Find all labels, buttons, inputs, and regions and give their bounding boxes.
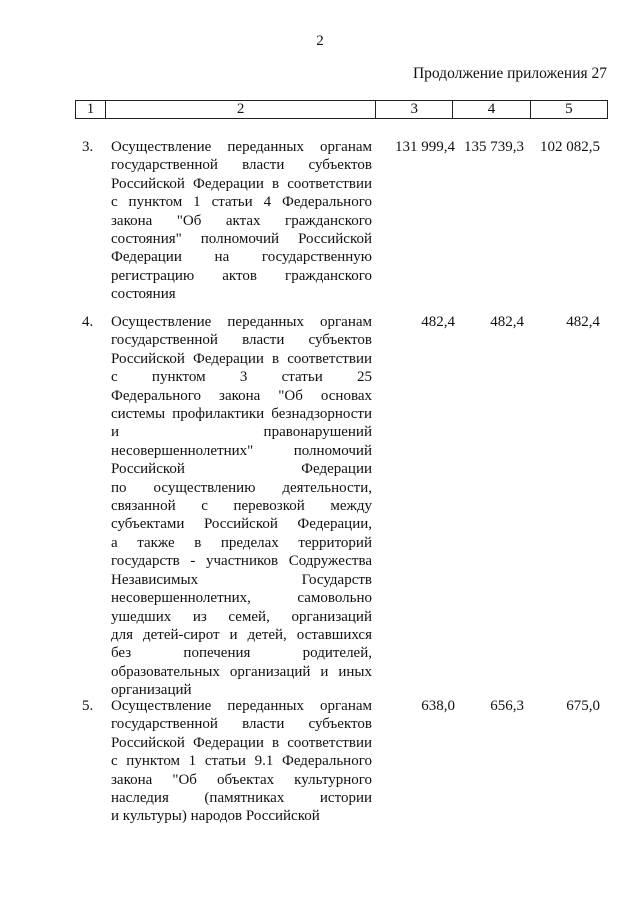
column-header-2: 2 [106,101,376,119]
row-value-col3: 638,0 [421,698,455,714]
description-line: Независимых Государств [111,571,372,588]
column-header-1: 1 [76,101,106,119]
row-value-col5: 482,4 [566,314,600,330]
page-number: 2 [316,33,324,49]
description-line: ушедших из семей, организаций [111,608,372,625]
description-line: Российской Федерации [111,461,372,478]
description-line: Осуществление переданных органам [111,698,372,714]
description-line: регистрацию актов гражданского [111,267,372,284]
column-header-5: 5 [530,101,607,119]
description-line: Российской Федерации в соответствии [111,175,372,192]
row-description [111,697,372,826]
description-line: без попечения родителей, [111,645,372,662]
description-line: Федерального закона "Об основах [111,387,372,404]
row-number: 3. [82,139,94,155]
description-line: состояния" полномочий Российской [111,231,372,248]
row-number: 4. [82,314,94,330]
description-line: Осуществление переданных органам [111,139,372,155]
row-value-col4: 135 739,3 [464,139,524,155]
description-line: состояния [111,286,176,303]
row-number: 5. [82,698,94,714]
description-line: с пунктом 1 статьи 9.1 Федерального [111,753,372,770]
description-line: с пунктом 1 статьи 4 Федерального [111,194,372,211]
description-line: государственной власти субъектов [111,157,372,174]
description-line: связанной с перевозкой между [111,498,372,515]
column-header-row [76,101,608,119]
description-line: несовершеннолетних, самовольно [111,590,372,607]
description-line: по осуществлению деятельности, [111,479,372,496]
description-line: для детей-сирот и детей, оставшихся [111,626,372,643]
description-line: Российской Федерации в соответствии [111,350,372,367]
description-line: субъектами Российской Федерации, [111,516,372,533]
column-header-table [75,100,608,119]
description-line: несовершеннолетних" полномочий [111,442,372,459]
description-line: Федерации на государственную [111,249,372,266]
row-value-col3: 482,4 [421,314,455,330]
description-line: а также в пределах территорий [111,534,372,551]
row-value-col4: 656,3 [490,698,524,714]
description-line: закона "Об актах гражданского [111,212,372,229]
description-line: Осуществление переданных органам [111,314,372,330]
description-line: образовательных организаций и иных [111,663,372,680]
column-header-4: 4 [453,101,530,119]
row-description [111,313,372,700]
description-line: организаций [111,682,192,699]
row-value-col5: 102 082,5 [540,139,600,155]
description-line: государственной власти субъектов [111,332,372,349]
row-value-col4: 482,4 [490,314,524,330]
appendix-caption: Продолжение приложения 27 [412,65,607,82]
row-value-col3: 131 999,4 [395,139,455,155]
description-line: системы профилактики безнадзорности [111,406,372,423]
description-line: и культуры) народов Российской [111,808,320,825]
description-line: Российской Федерации в соответствии [111,734,372,751]
column-header-3: 3 [376,101,453,119]
description-line: государственной власти субъектов [111,716,372,733]
description-line: с пунктом 3 статьи 25 [111,369,372,386]
description-line: государств - участников Содружества [111,553,372,570]
description-line: и правонарушений [111,424,372,441]
row-description [111,138,372,304]
row-value-col5: 675,0 [566,698,600,714]
description-line: наследия (памятниках истории [111,790,372,807]
description-line: закона "Об объектах культурного [111,771,372,788]
